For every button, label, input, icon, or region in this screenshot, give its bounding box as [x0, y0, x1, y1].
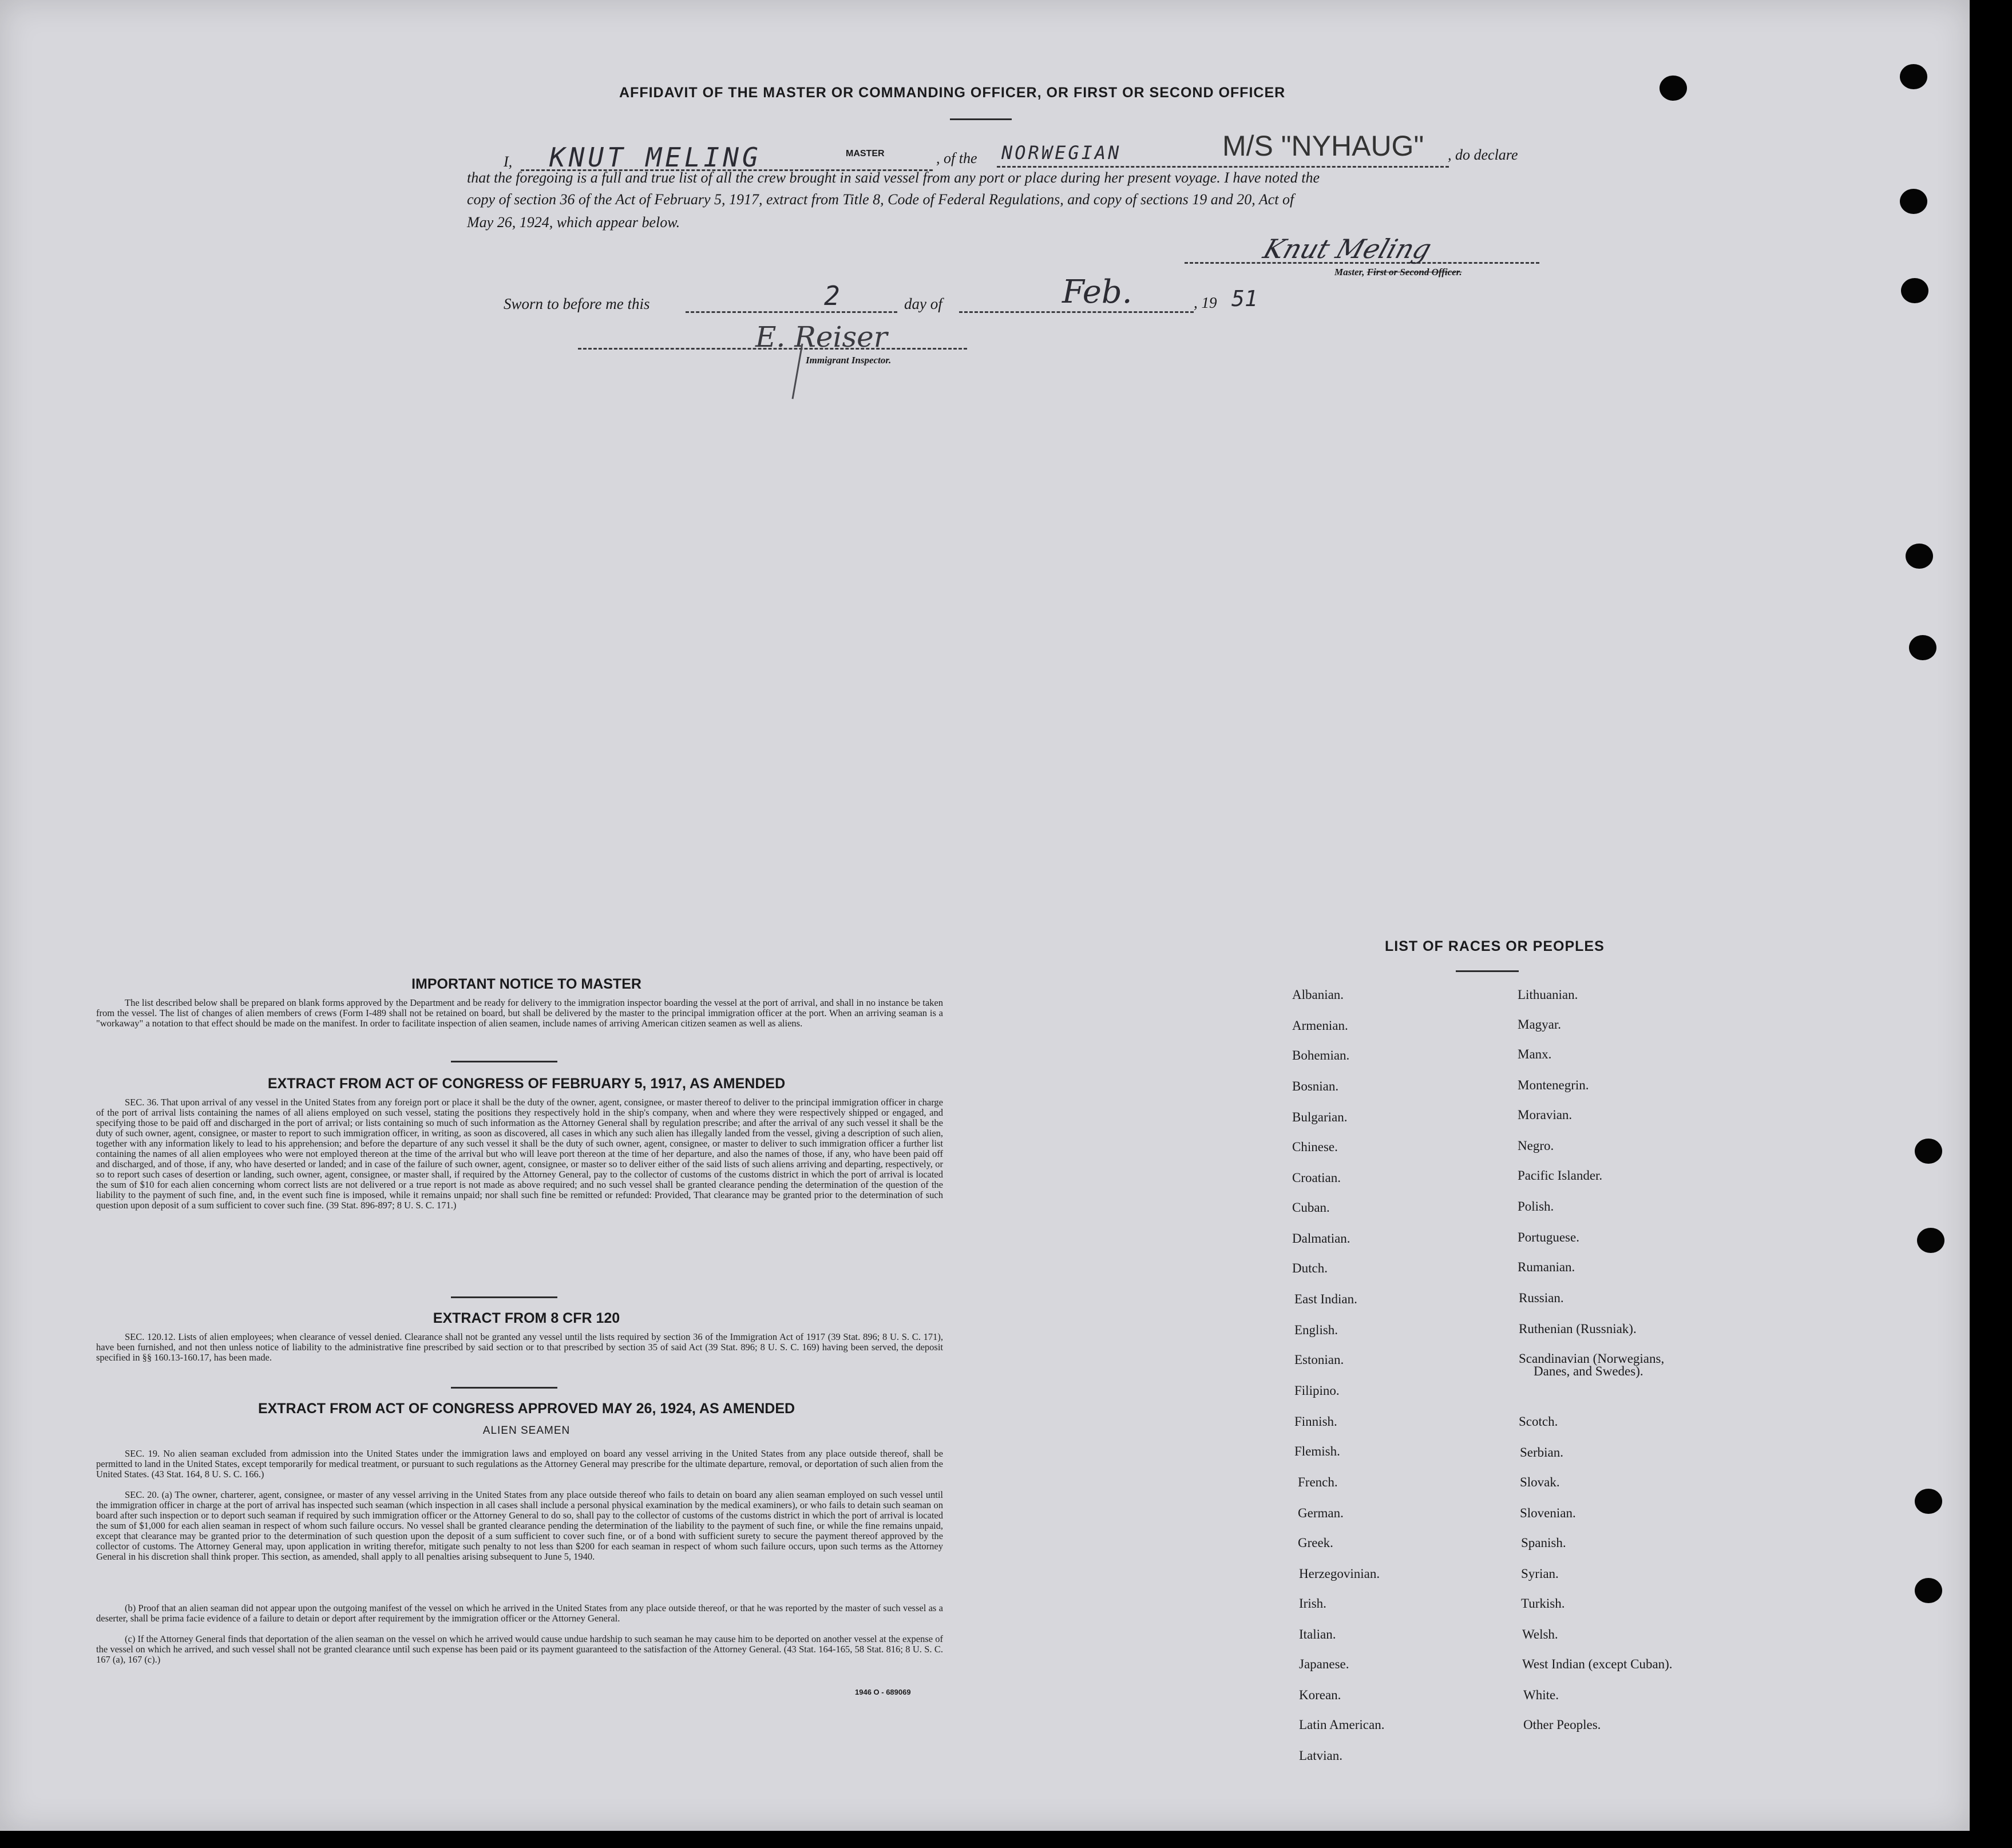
vessel-name-value: M/S "NYHAUG"	[1222, 130, 1424, 162]
race-item: Magyar.	[1518, 1017, 1562, 1032]
race-item: East Indian.	[1294, 1292, 1357, 1306]
month-blank	[959, 311, 1194, 313]
day-of-label: day of	[904, 295, 942, 312]
race-item: Spanish.	[1521, 1536, 1566, 1550]
sec20c-body: (c) If the Attorney General finds that deportation of the alien seaman on the vessel on which he arrived would cause undue hardship to such seaman he may cause him to be deported on another vessel at the expense of the vessel on which he arrived, and such vessel shall not be granted clearance until such expense has been paid or its payment guaranteed to the satisfaction of the Attorney General. (43 Stat. 164-165, 58 Stat. 816; 8 U. S. C. 167 (a), 167 (c).)	[96, 1633, 943, 1665]
affidavit-text-line: that the foregoing is a full and true list of all the crew brought in said vessel from any port or place during her present voyage. I have noted the	[467, 169, 1320, 186]
races-title: LIST OF RACES OR PEOPLES	[1385, 938, 1605, 954]
race-item: White.	[1523, 1688, 1559, 1702]
race-item: Croatian.	[1292, 1171, 1341, 1185]
extract3-subtitle: ALIEN SEAMEN	[482, 1425, 571, 1437]
sec20a-body: SEC. 20. (a) The owner, charterer, agent, consignee, or master of any vessel arriving in the United States from any place outside thereof who fails to detain on board any alien seaman employed on such vessel until the immigration officer in charge at the port of arrival has inspected such seaman (which inspection in all cases shall include a personal physical examination by the medical examiners), or who fails to detain such seaman on board after such inspection or to deport such seaman if required by such immigration officer or the Attorney General to do so, shall pay to the collector of customs of the customs district in which the port of arrival is located the sum of $1,000 for each alien seaman in respect of whom such failure occurs. No vessel shall be granted clearance pending the determination of the liability to the payment of such fine, or while the fine remains unpaid, except that clearance may be granted prior to the determination of such question upon the deposit of a sum sufficient to cover such fine, or of a bond with sufficient surety to secure the payment thereof approved by the collector of customs. The Attorney General may, upon application in writing therefor, mitigate such penalty to not less than $200 for each seaman in respect of whom such failure occurs, upon such terms as the Attorney General in his discretion shall think proper. This section, as amended, shall apply to all penalties arising subsequent to June 5, 1940.	[96, 1489, 943, 1562]
race-item: Korean.	[1299, 1688, 1341, 1702]
race-item: Danes, and Swedes).	[1534, 1364, 1643, 1378]
race-item: French.	[1298, 1475, 1338, 1489]
year-prefix: , 19	[1194, 294, 1217, 311]
binder-hole	[1901, 278, 1928, 303]
extract3-title: EXTRACT FROM ACT OF CONGRESS APPROVED MAY 26, 1924, AS AMENDED	[258, 1401, 795, 1417]
race-item: English.	[1294, 1323, 1338, 1337]
race-item: Ruthenian (Russniak).	[1519, 1322, 1637, 1336]
binder-hole	[1909, 635, 1936, 660]
race-item: Flemish.	[1294, 1444, 1340, 1458]
print-code: 1946 O - 689069	[855, 1688, 911, 1696]
race-item: Polish.	[1518, 1199, 1554, 1214]
day-value: 2	[824, 280, 840, 311]
extract2-body: SEC. 120.12. Lists of alien employees; when clearance of vessel denied. Clearance shall not be granted any vessel until the lists required by section 36 of the Immigration Act of 1917 (39 Stat. 896; 8 U. S. C. 171), have been furnished, and not then unless notice of liability to the administrative fine prescribed by said section or to that prescribed by section 35 of said Act (39 Stat. 896; 8 U. S. C. 169) having been served, the deposit specified in §§ 160.13-160.17, has been made.	[96, 1331, 943, 1363]
race-item: Filipino.	[1294, 1383, 1340, 1398]
binder-hole	[1900, 189, 1927, 214]
month-value: Feb.	[1062, 273, 1132, 311]
race-item: Bosnian.	[1292, 1079, 1339, 1093]
notice-title: IMPORTANT NOTICE TO MASTER	[411, 976, 641, 992]
signature-caption	[1334, 267, 1462, 278]
extract1-body: SEC. 36. That upon arrival of any vessel in the United States from any foreign port or place it shall be the duty of the owner, agent, consignee, or master thereof to deliver to the principal immigration officer in charge of the port of arrival lists containing the names of all aliens employed on such vessel, stating the positions they respectively hold in the ship's company, when and where they were respectively shipped or engaged, and specifying those to be paid off and discharged in the port of arrival; or lists containing so much of such information as the Attorney General shall by regulation prescribe; and after the arrival of any such vessel it shall be the duty of such owner, agent, consignee, or master to report to such immigration officer, in writing, as soon as discovered, all cases in which any such alien has illegally landed from the vessel, giving a description of such alien, together with any information likely to lead to his apprehension; and before the departure of any such vessel it shall be the duty of such owner, agent, consignee, or master to deliver to such immigration officer a further list containing the names of all alien employees who were not employed thereon at the time of the arrival but who will leave port thereon at the time of her departure, and also the names of those, if any, who have been paid off and discharged, and of those, if any, who have deserted or landed; and in case of the failure of such owner, agent, consignee, or master so to deliver either of the said lists of such aliens arriving and departing, respectively, or so to report such cases of desertion or landing, such owner, agent, consignee, or master shall, if required by the Attorney General, pay to the collector of customs of the customs district in which the port of arrival is located the sum of $10 for each alien concerning whom correct lists are not delivered or a true report is not made as above required; and no such vessel shall be granted clearance pending the determination of the question of the liability to the payment of such fine, and, in the event such fine is imposed, while it remains unpaid; nor shall such fine be remitted or refunded: Provided, That clearance may be granted prior to the determination of such question upon deposit of a sum sufficient to cover such fine. (39 Stat. 896-897; 8 U. S. C. 171.)	[96, 1097, 943, 1211]
race-item: Scandinavian (Norwegians,	[1519, 1351, 1665, 1366]
race-item: Finnish.	[1294, 1414, 1337, 1429]
divider	[451, 1061, 557, 1062]
master-caption: Master,	[1334, 267, 1365, 277]
divider	[451, 1387, 557, 1389]
race-item: Bulgarian.	[1292, 1110, 1348, 1124]
race-item: Montenegrin.	[1518, 1078, 1589, 1092]
race-item: Rumanian.	[1518, 1260, 1575, 1274]
inspector-caption: Immigrant Inspector.	[806, 355, 892, 366]
race-item: Albanian.	[1292, 988, 1344, 1002]
race-item: Other Peoples.	[1523, 1718, 1601, 1732]
divider	[451, 1296, 557, 1298]
race-item: Moravian.	[1518, 1108, 1573, 1122]
notice-body: The list described below shall be prepared on blank forms approved by the Department and be ready for delivery to the immigration inspector boarding the vessel at the port of arrival, and shall in no instance be taken from the vessel. The list of changes of alien members of crews (Form I-489 shall not be retained on board, but shall be delivered by the master to the principal immigration officer at the port. When an arriving seaman is a "workaway" a notation to that effect should be made on the manifest. In order to facilitate inspection of alien seamen, include names of arriving American citizen seamen as well as aliens.	[96, 997, 943, 1029]
binder-hole	[1659, 76, 1687, 101]
extract1-title: EXTRACT FROM ACT OF CONGRESS OF FEBRUARY 5, 1917, AS AMENDED	[267, 1076, 786, 1092]
race-item: Negro.	[1518, 1139, 1554, 1153]
race-item: Slovenian.	[1520, 1506, 1576, 1520]
binder-hole	[1915, 1578, 1942, 1603]
race-item: West Indian (except Cuban).	[1522, 1657, 1673, 1671]
binder-hole	[1900, 64, 1927, 89]
race-item: Syrian.	[1521, 1567, 1559, 1581]
master-stamp: MASTER	[846, 149, 885, 158]
binder-hole	[1915, 1489, 1942, 1514]
race-item: Italian.	[1299, 1627, 1336, 1641]
race-item: Manx.	[1518, 1047, 1552, 1061]
year-value: 51	[1231, 286, 1258, 311]
race-item: Serbian.	[1520, 1445, 1564, 1460]
divider	[950, 118, 1012, 120]
race-item: Latin American.	[1299, 1718, 1385, 1732]
race-item: Irish.	[1299, 1596, 1326, 1611]
struck-caption: First or Second Officer.	[1367, 267, 1462, 277]
race-item: Pacific Islander.	[1518, 1168, 1603, 1183]
binder-hole	[1906, 544, 1933, 569]
race-item: Japanese.	[1299, 1657, 1349, 1671]
race-item: Armenian.	[1292, 1018, 1348, 1033]
master-signature: Knut Meling	[1260, 233, 1436, 264]
sworn-label: Sworn to before me this	[504, 295, 650, 312]
affidavit-title: AFFIDAVIT OF THE MASTER OR COMMANDING OFFICER, OR FIRST OR SECOND OFFICER	[619, 85, 1286, 101]
race-item: Portuguese.	[1518, 1230, 1579, 1244]
i-label: I,	[504, 153, 513, 170]
divider	[1456, 970, 1519, 972]
race-item: Dalmatian.	[1292, 1231, 1350, 1246]
day-blank	[686, 311, 897, 313]
race-item: Bohemian.	[1292, 1048, 1350, 1062]
race-item: Slovak.	[1520, 1475, 1560, 1489]
binder-hole	[1917, 1228, 1944, 1253]
vessel-blank	[997, 166, 1449, 168]
race-item: German.	[1298, 1506, 1344, 1520]
race-item: Turkish.	[1521, 1596, 1565, 1611]
race-item: Russian.	[1519, 1291, 1564, 1305]
race-item: Lithuanian.	[1518, 988, 1578, 1002]
race-item: Scotch.	[1519, 1414, 1558, 1429]
race-item: Welsh.	[1522, 1627, 1558, 1641]
sec19-body: SEC. 19. No alien seaman excluded from admission into the United States under the immigration laws and employed on board any vessel arriving in the United States from any place outside thereof, shall be permitted to land in the United States, except temporarily for medical treatment, or pursuant to such regulations as the Attorney General may prescribe for the ultimate departure, removal, or deportation of such alien from the United States. (43 Stat. 164, 8 U. S. C. 166.)	[96, 1448, 943, 1480]
affidavit-text-line: copy of section 36 of the Act of February 5, 1917, extract from Title 8, Code of Federal Regulations, and copy of sections 19 and 20, Act of	[467, 191, 1294, 208]
race-item: Dutch.	[1292, 1261, 1328, 1275]
inspector-signature: E. Reiser	[755, 320, 888, 354]
nationality-value: NORWEGIAN	[1001, 142, 1122, 164]
sec20b-body: (b) Proof that an alien seaman did not appear upon the outgoing manifest of the vessel on which he arrived in the United States from any place outside thereof, or that he was reported by the master of such vessel as a deserter, shall be prima facie evidence of a failure to detain or deport after requirement by the immigration officer or the Attorney General.	[96, 1603, 943, 1624]
master-name-value: KNUT MELING	[549, 142, 762, 173]
race-item: Cuban.	[1292, 1200, 1330, 1215]
of-the-label: , of the	[936, 150, 977, 166]
race-item: Latvian.	[1299, 1748, 1342, 1763]
race-item: Estonian.	[1294, 1353, 1344, 1367]
race-item: Herzegovinian.	[1299, 1567, 1380, 1581]
affidavit-text-line: May 26, 1924, which appear below.	[467, 214, 680, 231]
race-item: Greek.	[1298, 1536, 1333, 1550]
race-item: Chinese.	[1292, 1140, 1338, 1154]
do-declare-label: , do declare	[1448, 146, 1518, 163]
extract2-title: EXTRACT FROM 8 CFR 120	[433, 1310, 620, 1326]
binder-hole	[1915, 1139, 1942, 1164]
